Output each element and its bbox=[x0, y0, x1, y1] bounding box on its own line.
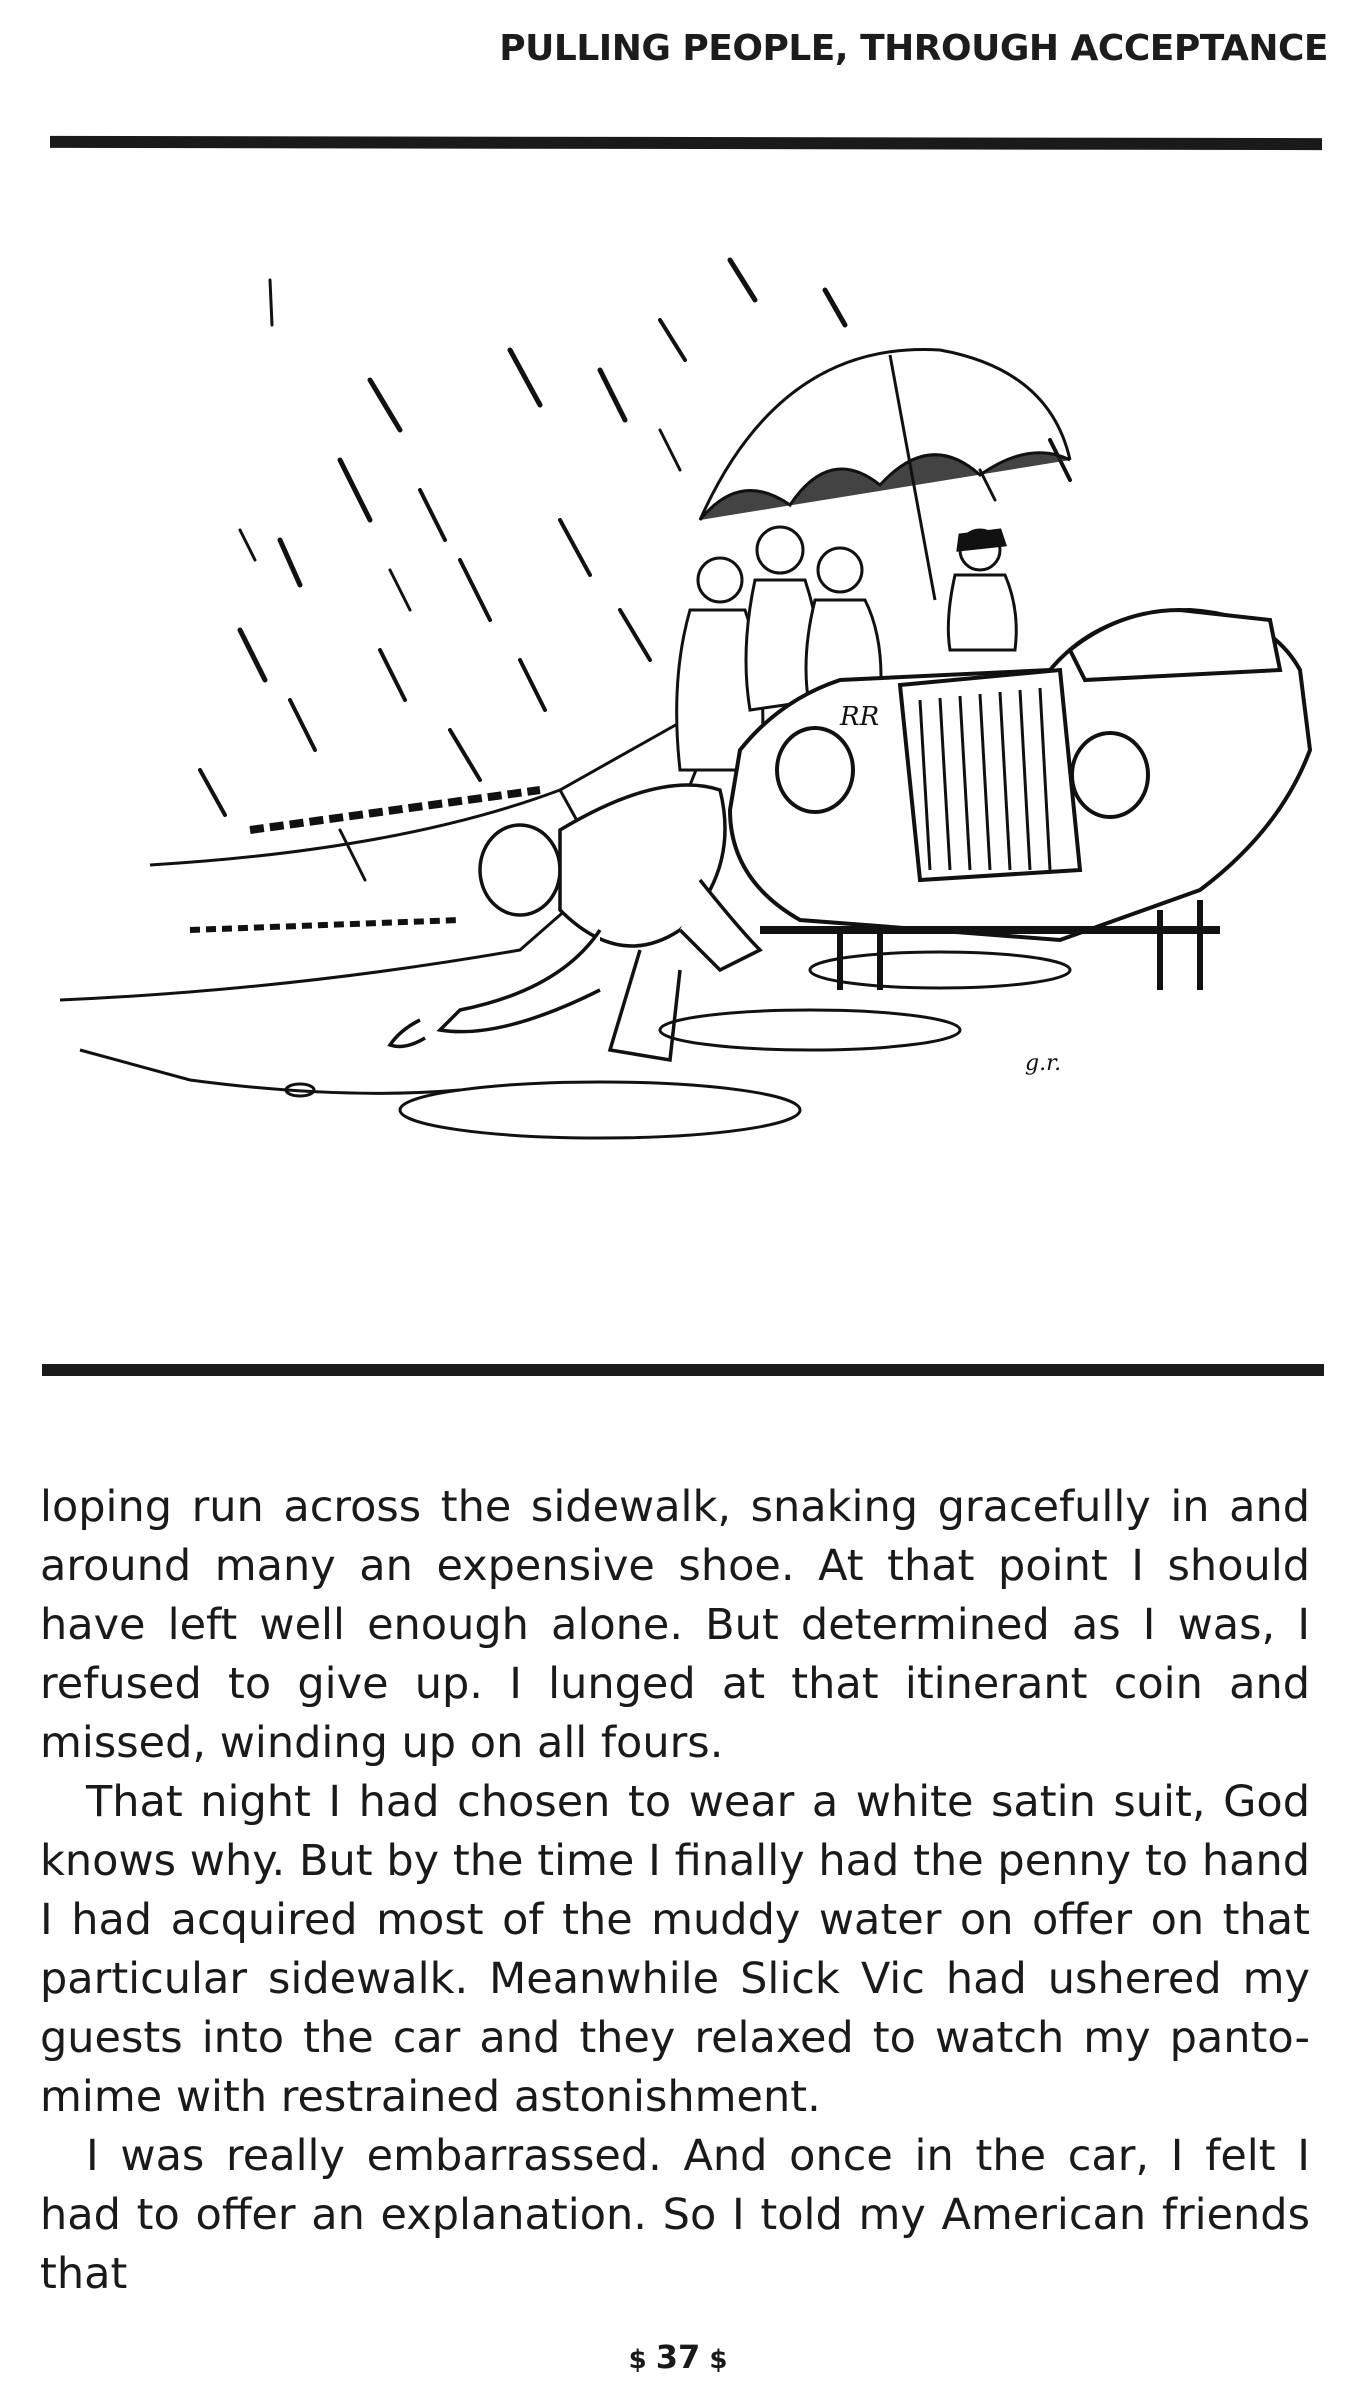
folio-ornament-left: $ bbox=[628, 2345, 647, 2375]
paragraph-3: I was really embarrassed. And once in the car, I felt I had to offer an explanation. So I told my American friends that bbox=[40, 2131, 1310, 2299]
body-text bbox=[40, 1478, 1310, 2304]
page-folio bbox=[0, 2338, 1356, 2376]
illustration-rainy-street-rolls-royce bbox=[40, 230, 1330, 1250]
folio-ornament-right: $ bbox=[709, 2345, 728, 2375]
page-number: 37 bbox=[655, 2338, 701, 2376]
paragraph-1: loping run across the sidewalk, snaking gracefully in and around many an expensive shoe. At that point I should have left well enough alone. But determined as I was, I refused to give up. I lunged at that itinerant coin and missed, winding up on all fours. bbox=[40, 1482, 1310, 1768]
umbrella bbox=[700, 349, 1070, 600]
crouching-man bbox=[390, 785, 760, 1060]
running-head: PULLING PEOPLE, THROUGH ACCEPTANCE bbox=[499, 28, 1328, 69]
paragraph-2: That night I had chosen to wear a white satin suit, God knows why. But by the time I finally had the penny to hand I had acquired most of the muddy water on offer on that particular sidewalk. Meanwhile Slick Vic had ushered my guests into the car and they relaxed to watch my panto-mime with restrained astonishment. bbox=[40, 1777, 1310, 2122]
top-rule bbox=[50, 136, 1322, 150]
artist-signature: g.r. bbox=[1025, 1051, 1062, 1076]
car-badge: RR bbox=[840, 702, 880, 732]
bottom-rule bbox=[42, 1364, 1324, 1376]
